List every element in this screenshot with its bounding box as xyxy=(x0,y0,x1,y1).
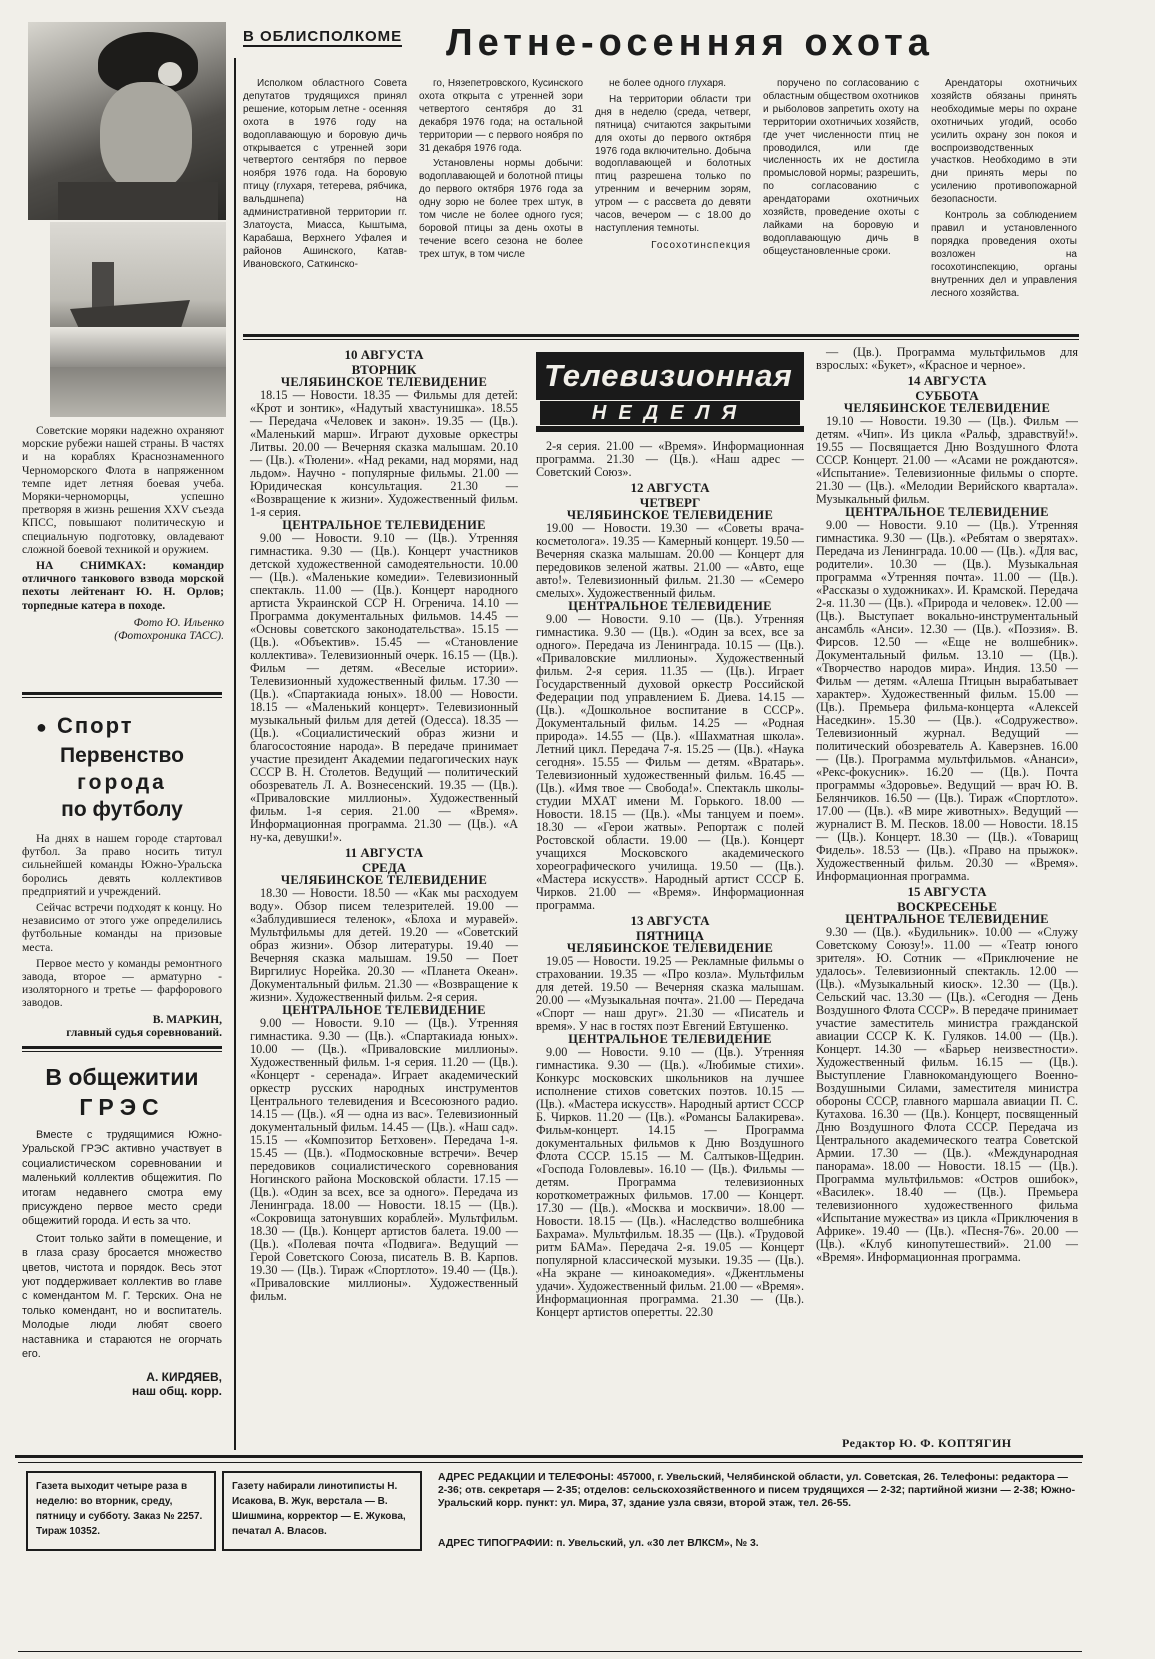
imprint-staff: Газету набирали линотиписты Н. Исакова, В. Жук, верстала — В. Шишмина, корректор — Е. Жукова, печатал А. Власов. xyxy=(222,1471,422,1551)
dorm-author: А. КИРДЯЕВ, xyxy=(146,1369,222,1384)
photo-sailor xyxy=(28,22,226,220)
hunt-col-4 xyxy=(763,78,919,262)
hunt-col-5 xyxy=(931,78,1077,303)
photo-caption xyxy=(22,424,224,642)
tv-channel-heading: ЦЕНТРАЛЬНОЕ ТЕЛЕВИДЕНИЕ xyxy=(282,518,486,532)
hunt-paragraph: Контроль за соблюдением правил и установленного порядка проведения охоты возложен на госохотинспекцию, органы внутренних дел и управления лесного хозяйства. xyxy=(931,210,1077,299)
tv-channel-heading: ЧЕЛЯБИНСКОЕ ТЕЛЕВИДЕНИЕ xyxy=(280,375,488,389)
imprint-printing: АДРЕС ТИПОГРАФИИ: п. Увельский, ул. «30 лет ВЛКСМ», № 3. xyxy=(438,1538,759,1549)
tv-listing: 9.00 — Новости. 9.10 — (Цв.). Утренняя гимнастика. 9.30 — (Цв.). «Один за всех, все за одного». Передача из Ленинграда. 10.15 — (Цв.). «Приваловские миллионы». Художественный фильм. 2-я серия. 11.35 — (Цв.). Играет Государственный духовой оркестр Российской Федерации под управлением Б. Диева. 14.15 — (Цв.). «Дошкольное воспитание в СССР». Документальный фильм. 14.25 — «Родная природа». 14.55 — (Цв.). «Шахматная школа». Летний цикл. Передача 7-я. 15.25 — (Цв.). «Наука сегодня». 15.55 — Фильм — детям. «Вратарь». Телевизионный художественный фильм. 16.45 — (Цв.). «Имя твое — Свобода!». Спектакль школы-студии МХАТ имени М. Горького. 18.00 — Новости. 18.15 — (Цв.). «Мы танцуем и поем». 18.30 — «Герои жатвы». Репортаж с полей Ростовской области. 19.00 — (Цв.). Концерт учащихся Московского академического хореографического училища. 19.50 — (Цв.). «Мастера искусств». Народный артист СССР Б. Чирков. 21.00 — «Время». Информационная программа. xyxy=(536,612,804,912)
sport-title-line: города xyxy=(77,771,167,794)
tv-listing: 19.10 — Новости. 19.30 — (Цв.). Фильм — детям. «Чип». Из цикла «Ральф, здравствуй!». 19.55 — Посвящается Дню Воздушного Флота СССР. Концерт. 21.00 — «Асами не рождаются». «Испытание». Телевизионные фильмы о спорте. 21.30 — (Цв.). «Мелодии Верийского квартала». Музыкальный фильм. xyxy=(816,414,1078,506)
tv-channel-heading: ЦЕНТРАЛЬНОЕ ТЕЛЕВИДЕНИЕ xyxy=(568,599,772,613)
hunt-paragraph: не более одного глухаря. xyxy=(609,78,727,89)
tv-listing: 9.00 — Новости. 9.10 — (Цв.). Утренняя гимнастика. 9.30 — (Цв.). «Любимые стихи». Конкурс московских школьников на лучшее исполнение стихов советских поэтов. 10.15 — (Цв.). «Мастера искусств». Народный артист СССР Б. Чирков. 11.20 — (Цв.). «Романсы Балакирева». Фильм-концерт. 14.15 — Программа документальных фильмов к Дню Воздушного Флота СССР. 15.15 — М. Салтыков-Щедрин. «Господа Головлевы». 16.10 — (Цв.). Фильмы — детям. Программа телевизионных короткометражных фильмов. 17.00 — Концерт. 17.30 — (Цв.). «Москва и москвичи». 18.00 — Новости. 18.15 — (Цв.). «Наследство волшебника Бахрама». Мультфильм. 18.35 — (Цв.). «Трудовой ритм БАМа». Передача 2-я. 19.05 — Концерт популярной классической музыки. 19.35 — (Цв.). «На экране — киноакомедия». «Джентльмены удачи». Художественный фильм. 21.00 — «Время». Информационная программа. 21.30 — (Цв.). Концерт артистов оперетты. 22.30 xyxy=(536,1045,804,1319)
photo-torpedo-boats xyxy=(50,222,226,417)
photo-credit: Фото Ю. Ильенко xyxy=(133,615,224,629)
tv-day-heading: 11 АВГУСТА xyxy=(344,845,424,860)
article-title: Летне-осенняя охота xyxy=(446,22,934,64)
divider xyxy=(243,334,1079,337)
dorm-paragraph: Вместе с трудящимися Южно-Уральской ГРЭС активно участвует в социалистическом соревновании и маленький коллектив общежития. По итогам недавнего смотра ему присуждено первое место среди общежитий города. И есть за что. xyxy=(22,1129,222,1228)
sport-paragraph: На днях в нашем городе стартовал футбол. За право носить титул сильнейшей команды Южно-Уральска боролись девять коллективов предприятий и учреждений. xyxy=(22,832,222,898)
tv-day-heading: 15 АВГУСТА xyxy=(907,884,987,899)
tv-week-logo xyxy=(536,352,804,432)
tv-listing: 9.00 — Новости. 9.10 — (Цв.). Утренняя гимнастика. 9.30 — (Цв.). «Ребятам о зверятах». Передача из Ленинграда. 10.00 — (Цв.). «Для вас, родители». 10.30 — (Цв.). Музыкальная программа «Утренняя почта». 11.00 — (Цв.). «Рассказы о художниках». И. Крамской. Передача 2-я. 11.30 — (Цв.). «Природа и человек». 12.00 — (Цв.). Выступает вокально-инструментальный ансамбль «Анси». 12.30 — (Цв.). «Поэзия». В. Фирсов. 12.50 — «Еще не волшебник». Документальный фильм. 13.10 — (Цв.). «Творчество народов мира». Индия. 13.50 — Фильм — детям. «Алеша Птицын вырабатывает характер». Художественный фильм. 15.00 — (Цв.). Премьера фильма-концерта «Алексей Наседкин». 15.30 — (Цв.). «Содружество». Телевизионный журнал. Ведущий — политический обозреватель А. Каверзнев. 16.00 — (Цв.). Программа мультфильмов. «Ананси», «Рекс-фокусник». 16.20 — (Цв.). Почта программы «Здоровье». Ведущий — врач Ю. В. Белянчиков. 16.50 — (Цв.). Тираж «Спортлото». 17.00 — (Цв.). «В мире животных». Ведущий — журналист В. М. Песков. 18.00 — Новости. 18.15 — (Цв.). Концерт. 18.30 — (Цв.). «Товарищ Фидель». 18.53 — (Цв.). «Право на прыжок». Художественный фильм. 20.30 — «Время». Информационная программа. xyxy=(816,518,1078,883)
tv-listing: 9.00 — Новости. 9.10 — (Цв.). Утренняя гимнастика. 9.30 — (Цв.). Концерт участников детской художественной самодеятельности. 10.00 — (Цв.). «Маленькие комедии». Телевизионный спектакль. 11.00 — (Цв.). Концерт народного артиста Украинской ССР Н. Огренича. 14.10 — Программа документальных фильмов. 14.45 — «Основы советского законодательства». 15.15 — (Цв.). «Объектив». 15.45 — «Становление коллектива». Телевизионный очерк. 16.15 — (Цв.). Фильм — детям. «Веселые истории». Телевизионный художественный фильм. 17.30 — (Цв.). «Спартакиада юных». 18.00 — Новости. 18.15 — «Маленький концерт». Телевизионный музыкальный фильм для детей (Одесса). 18.35 — (Цв.). «Социалистический образ жизни и благосостояние народа». В передаче принимает участие президент Академии педагогических наук СССР В. Н. Столетов. Ведущий — политический обозреватель Л. А. Вознесенский. 19.35 — (Цв.). «Приваловские миллионы». Художественный фильм. 1-я серия. 21.00 — «Время». Информационная программа. 21.30 — (Цв.). «А ну-ка, девушки!». xyxy=(250,531,518,844)
divider xyxy=(15,1455,1083,1458)
imprint-address: АДРЕС РЕДАКЦИИ И ТЕЛЕФОНЫ: 457000, г. Увельский, Челябинской области, ул. Советская, 26. Телефоны: редактора — 2-36; отв. секретаря — 2-35; отделов: сельскохозяйственного и писем трудящихся — 2-32; партийной жизни — 2-38; Южно-Уральский корр. пункт: ул. Мира, 37, здание узла связи, второй этаж, тел. 26-55. xyxy=(438,1472,1076,1509)
hunt-paragraph: На территории области три дня в неделю (среда, четверг, пятница) считаются закрытыми для охоты до первого октября 1976 года включительно. Добыча водоплавающей и болотных птиц разрешена только по утренним и вечерним зорям, утром — с рассвета до девяти часов, вечером — с 18.00 до наступления темноты. xyxy=(595,93,751,234)
divider xyxy=(22,697,222,698)
dorm-article xyxy=(22,1128,222,1398)
tv-column-1 xyxy=(250,346,518,1303)
tv-channel-heading: ЦЕНТРАЛЬНОЕ ТЕЛЕВИДЕНИЕ xyxy=(845,505,1049,519)
hunt-paragraph: Исполком областного Совета депутатов трудящихся принял решение, которым летне - осенняя охота в 1976 году на водоплавающую и боровую дичь открывается с утренней зори четвертого сентября по первое ноября 1976 года. На боровую птицу (глухаря, тетерева, рябчика, вальдшнепа) на административной территории гг. Златоуста, Миасса, Кыштыма, Карабаша, Верхнего Уфалея и районов Ашинского, Катав-Ивановского, Саткинско- xyxy=(243,78,407,270)
tv-channel-heading: ЧЕЛЯБИНСКОЕ ТЕЛЕВИДЕНИЕ xyxy=(566,941,774,955)
tv-day-heading: 12 АВГУСТА xyxy=(630,480,710,495)
hunt-paragraph: го, Нязепетровского, Кусинского охота открыта с утренней зори четвертого сентября до 31 декабря 1976 года; на остальной территории — с первого ноября по 31 декабря 1976 года. xyxy=(419,78,583,154)
dorm-title-line: ГРЭС xyxy=(79,1094,165,1120)
dorm-title xyxy=(22,1062,222,1122)
tv-listing: 2-я серия. 21.00 — «Время». Информационная программа. 21.30 — (Цв.). «Наш адрес — Советский Союз». xyxy=(536,439,804,479)
imprint-schedule: Газета выходит четыре раза в неделю: во вторник, среду, пятницу и субботу. Заказ № 2257. Тираж 10352. xyxy=(26,1471,216,1551)
tv-listing: 9.30 — (Цв.). «Будильник». 10.00 — «Служу Советскому Союзу!». 11.00 — «Театр юного зрителя». Ю. Сотник — «Приключение не удалось». Телевизионный спектакль. 12.00 — (Цв.). «Музыкальный киоск». 12.30 — (Цв.). Сельский час. 13.30 — (Цв.). «Сегодня — День Воздушного Флота СССР». В передаче принимает участие заместитель министра гражданской авиации СССР К. К. Гуляков. 14.00 — (Цв.). Концерт. 14.30 — «Барьер неизвестности». Художественный фильм. 16.15 — (Цв.). Выступление Главнокомандующего Военно-Воздушными Силами, заместителя министра обороны СССР, главного маршала авиации П. С. Кутахова. 16.30 — (Цв.). Концерт, посвященный Дню Воздушного Флота СССР. Передача из Центрального академического театра Советской Армии. 17.30 — (Цв.). «Международная панорама». 18.00 — Новости. 18.15 — (Цв.). Программа мультфильмов: «Остров ошибок», «Василек». 18.40 — (Цв.). Премьера телевизионного художественного фильма «Испытание мужества» из цикла «Приключения в Африке». 19.40 — (Цв.). «Песня-76». 20.00 — (Цв.). «Клуб кинопутешествий». 21.00 — «Время». Информационная программа. xyxy=(816,925,1078,1264)
sport-author: В. МАРКИН, xyxy=(152,1012,222,1026)
sport-title xyxy=(22,742,222,823)
divider xyxy=(243,339,1079,340)
imprint xyxy=(18,1462,1082,1652)
sport-article xyxy=(22,832,222,1039)
tv-column-3 xyxy=(816,346,1078,1264)
section-rubric: В ОБЛИСПОЛКОМЕ xyxy=(243,28,403,45)
tv-channel-heading: ЧЕЛЯБИНСКОЕ ТЕЛЕВИДЕНИЕ xyxy=(843,401,1051,415)
bullet-icon: ● xyxy=(36,717,49,737)
tv-channel-heading: ЧЕЛЯБИНСКОЕ ТЕЛЕВИДЕНИЕ xyxy=(566,508,774,522)
tv-listing: 9.00 — Новости. 9.10 — (Цв.). Утренняя гимнастика. 9.30 — (Цв.). «Спартакиада юных». 10.00 — (Цв.). «Приваловские миллионы». Художественный фильм. 1-я серия. 11.20 — (Цв.). «Концерт - серенада». Играет академический оркестр русских народных инструментов Центрального телевидения и Всесоюзного радио. 14.15 — (Цв.). «Я — одна из вас». Телевизионный документальный фильм. 14.45 — (Цв.). «Наш сад». 15.15 — «Композитор Бетховен». Передача 1-я. 15.45 — (Цв.). «Подмосковные встречи». Вечер передовиков социалистического соревнования Ногинского района Московской области. 17.15 — (Цв.). «Один за всех, все за одного». Передача из Ленинграда. 18.00 — Новости. 18.15 — (Цв.). «Сокровища затонувших кораблей». Мультфильм. 18.30 — (Цв.). Концерт артистов балета. 19.00 — (Цв.). «Полевая почта «Подвига». Ведущий — Герой Советского Союза, писатель В. В. Карпов. 19.30 — (Цв.). Тираж «Спортлото». 19.40 — (Цв.). «Приваловские миллионы». Художественный фильм. xyxy=(250,1016,518,1303)
tv-day-heading: ВОСКРЕСЕНЬЕ xyxy=(897,899,997,914)
tv-day-heading: 14 АВГУСТА xyxy=(907,373,987,388)
editor-signature: Редактор Ю. Ф. КОПТЯГИН xyxy=(842,1436,1012,1450)
hunt-col-2 xyxy=(419,78,583,265)
sport-title-line: Первенство xyxy=(59,744,185,767)
hunt-signature: Госохотинспекция xyxy=(651,239,751,251)
sport-rubric xyxy=(36,713,134,739)
divider xyxy=(22,1046,222,1049)
tv-day-heading: СУББОТА xyxy=(915,388,979,403)
tv-day-heading: ПЯТНИЦА xyxy=(636,928,704,943)
tv-listing: 18.15 — Новости. 18.35 — Фильмы для детей: «Крот и зонтик», «Надутый хвастунишка». 18.55 — Передача «Человек и закон». 19.35 — (Цв.). «Маленький марш». Играют духовые оркестры Литвы. 20.00 — Вечерняя сказка малышам. 20.10 — (Цв.). «Тюлени». «Над реками, над морями, над льдом». Научно - популярные фильмы. 21.00 — Юридическая консультация. 21.30 — «Возвращение к жизни». Художественный фильм. 1-я серия. xyxy=(250,388,518,519)
sport-rubric-text: Спорт xyxy=(57,713,134,738)
divider xyxy=(22,1051,222,1052)
photo-agency: (Фотохроника ТАСС). xyxy=(114,629,224,643)
sport-paragraph: Первое место у команды ремонтного завода, второе — арматурно - изоляторного и третье — фарфорового заводов. xyxy=(22,956,222,1010)
tv-listing: 18.30 — Новости. 18.50 — «Как мы расходуем воду». Обзор писем телезрителей. 19.00 — «Заблудившиеся теленок», «Блоха и муравей». Мультфильмы для детей. 19.20 — «Советский образ жизни». Обзор литературы. 19.40 — Вечерняя сказка малышам. 19.50 — Поет Виргилиус Норейка. 20.30 — «Планета Океан». Документальный фильм. 21.30 — «Возвращение к жизни». Художественный фильм. 2-я серия. xyxy=(250,886,518,1004)
dorm-paragraph: Стоит только зайти в помещение, и в глаза сразу бросается множество цветов, чистота и порядок. Весь этот уют поддерживает коллектив во главе с комендантом М. Г. Терских. Она не только комендант, но и воспитатель. Молодые люди любят своего наставника и стараются не огорчать его. xyxy=(22,1232,222,1361)
tv-column-2 xyxy=(536,440,804,1319)
tv-day-heading: ЧЕТВЕРГ xyxy=(639,495,701,510)
sport-title-line: по футболу xyxy=(61,798,183,821)
tv-day-heading: СРЕДА xyxy=(361,860,407,875)
tv-logo-line1: Телевизионная xyxy=(544,358,793,393)
tv-day-heading: ВТОРНИК xyxy=(351,362,417,377)
tv-channel-heading: ЦЕНТРАЛЬНОЕ ТЕЛЕВИДЕНИЕ xyxy=(568,1032,772,1046)
tv-listing: 19.05 — Новости. 19.25 — Рекламные фильмы о страховании. 19.35 — «Про козла». Мультфильм для детей. 19.50 — Вечерняя сказка малышам. 20.00 — «Музыкальная почта». 21.00 — Передача «Спорт — наш друг». 21.30 — «Писатель и время». У нас в гостях поэт Евгений Евтушенко. xyxy=(536,954,804,1033)
divider xyxy=(22,692,222,695)
dorm-title-line: В общежитии xyxy=(45,1064,199,1090)
tv-channel-heading: ЧЕЛЯБИНСКОЕ ТЕЛЕВИДЕНИЕ xyxy=(280,873,488,887)
hunt-paragraph: поручено по согласованию с областным обществом охотников и рыболовов запретить охоту на территории охотничьих хозяйств, где учет численности птиц не проводился, или где численность их не достигла промысловой нормы; разрешить, по согласованию с арендаторами охотничьих хозяйств, проведение охоты с лайками на боровую и водоплавающую дичь в общеустановленные сроки. xyxy=(763,78,919,257)
hunt-paragraph: Установлены нормы добычи: водоплавающей и болотной птицы до первого октября 1976 года за одну зорю не более трех штук, в том числе не более одного гуся; боровой птицы за день охоты в течение всего сезона не более трех штук, в том числе xyxy=(419,158,583,260)
tv-listing: — (Цв.). Программа мультфильмов для взрослых: «Букет», «Красное и черное». xyxy=(816,345,1078,372)
tv-channel-heading: ЦЕНТРАЛЬНОЕ ТЕЛЕВИДЕНИЕ xyxy=(845,912,1049,926)
column-rule xyxy=(234,58,236,1450)
tv-channel-heading: ЦЕНТРАЛЬНОЕ ТЕЛЕВИДЕНИЕ xyxy=(282,1003,486,1017)
hunt-col-1 xyxy=(243,78,407,275)
tv-day-heading: 10 АВГУСТА xyxy=(344,347,424,362)
tv-day-heading: 13 АВГУСТА xyxy=(630,913,710,928)
caption-snimkah: НА СНИМКАХ: командир отличного танкового взвода морской пехоты лейтенант Ю. Н. Орлов; торпедные катера в походе. xyxy=(22,559,224,612)
tv-listing: 19.00 — Новости. 19.30 — «Советы врача-косметолога». 19.35 — Камерный концерт. 19.50 — Вечерняя сказка малышам. 20.00 — Концерт для передовиков зеленой жатвы. 21.00 — «Авто, еще авто!». Телевизионный фильм. 21.30 — «Семеро смелых». Художественный фильм. xyxy=(536,521,804,600)
hunt-col-3 xyxy=(595,78,751,253)
sport-paragraph: Сейчас встречи подходят к концу. Но независимо от этого уже определились футбольные команды на призовые места. xyxy=(22,901,222,954)
tv-logo-line2: НЕДЕЛЯ xyxy=(591,402,749,424)
hunt-paragraph: Арендаторы охотничьих хозяйств обязаны принять необходимые меры по охране охотничьих угодий, особо усилить охрану зон покоя и воспроизводственных участков. Необходимо в эти дни принять меры по усилению противопожарной безопасности. xyxy=(931,78,1077,206)
caption-text: Советские моряки надежно охраняют морские рубежи нашей страны. В частях и на кораблях Краснознаменного Черноморского Флота в напряженном темпе идет летняя боевая учеба. Моряки-черноморцы, успешно претворяя в жизнь решения XXV съезда КПСС, повышают политическую и специальную подготовку, овладевают сложной боевой техникой и оружием. xyxy=(22,424,224,556)
sport-author-role: главный судья соревнований. xyxy=(66,1025,222,1039)
dorm-author-role: наш общ. корр. xyxy=(132,1383,222,1398)
